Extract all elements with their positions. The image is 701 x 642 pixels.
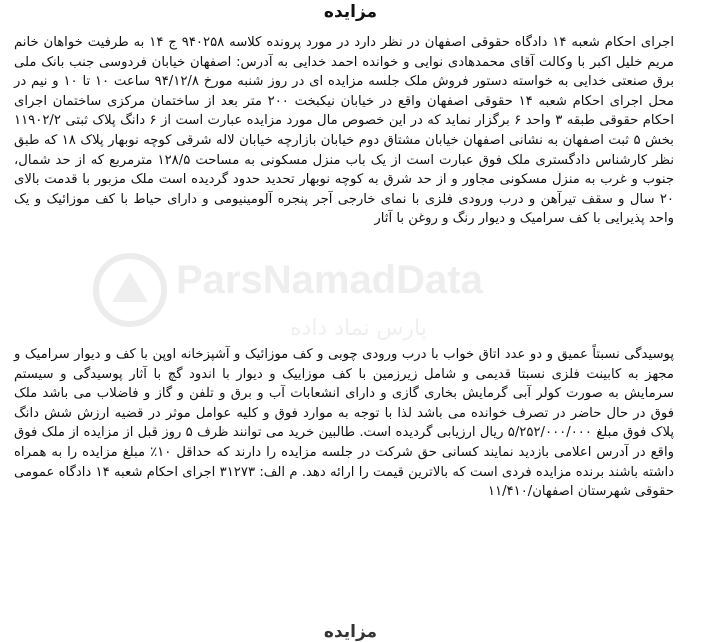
watermark-logo-icon (90, 250, 170, 330)
notice-title: مزایده (323, 2, 378, 22)
watermark-subtext: پارس نماد داده (290, 316, 427, 341)
notice-paragraph-2: پوسیدگی نسبتاً عمیق و دو عدد اتاق خواب با درب ورودی چوبی و کف موزائیک و آشپزخانه اوپن با کف و دیوار سرامیک و مجهز به کابینت فلزی نسبتا قدیمی و شامل زیرزمین با کف موزاییک و دیوار با اندود گچ با آثار پوسیدگی و سیستم سرمایش به صورت کولر آبی گرمایش بخاری گازی و دارای انشعابات آب و برق و تلفن و گاز و فاضلاب می باشد ملک فوق در حال حاضر در تصرف خوانده می باشد لذا با توجه به موارد فوق و کلیه عوامل موثر در قضیه ارزش شش دانگ پلاک فوق مبلغ ۵/۲۵۲/۰۰۰/۰۰۰ ریال ارزیابی گردیده است. طالبین خرید می توانند ظرف ۵ روز قبل از مزایده از ملک فوق واقع در آدرس اعلامی بازدید نمایند کسانی حق شرکت در جلسه مزایده را دارند که حداقل ۱۰٪ مبلغ مزایده را به همراه داشته باشند برنده مزایده فردی است که بالاترین قیمت را ارائه دهد. م الف: ۳۱۲۷۳ اجرای احکام شعبه ۱۴ دادگاه عمومی حقوقی شهرستان اصفهان/۱۱/۴۱۰ (14, 347, 674, 500)
next-notice-title: مزایده (323, 622, 378, 642)
watermark-text: ParsNamadData (176, 258, 483, 302)
notice-paragraph-1: اجرای احکام شعبه ۱۴ دادگاه حقوقی اصفهان در نظر دارد در مورد پرونده کلاسه ۹۴۰۲۵۸ ج ۱۴ به طرفیت خواهان خانم مریم خلیل اکبر با وکالت آقای محمدهادی نوایی و خوانده احمد خدایی به آدرس: اصفهان خیابان فردوسی جنب بانک ملی برق صنعتی خدایی به خواسته دستور فروش ملک جلسه مزایده ای در روز شنبه مورخ ۹۴/۱۲/۸ ساعت ۱۰ تا ۱۰ و نیم در محل اجرای احکام شعبه ۱۴ حقوقی اصفهان واقع در خیابان نیکبخت ۲۰۰ متر بعد از ساختمان مرکزی ساختمان اجرای احکام حقوقی طبقه ۳ واحد ۶ برگزار نماید که در این خصوص مال مورد مزایده عبارت است از ۶ دانگ پلاک ثبتی ۱۱۹۰۲/۲ بخش ۵ ثبت اصفهان به نشانی اصفهان خیابان مشتاق دوم خیابان بازارچه خیابان لاله شرقی کوچه نوبهار پلاک ۱۸ که طبق نظر کارشناس دادگستری ملک فوق عبارت است از یک باب منزل مسکونی به مساحت ۱۲۸/۵ مترمربع که از حد شمال، جنوب و غرب به منزل مسکونی مجاور و از حد شرق به کوچه نوبهار تحدید حدود گردیده است ملک مزبور با قدمت بالای ۲۰ سال و سقف تیرآهن و درب ورودی فلزی با نمای خارجی آجر پنجره آلومینیومی و دارای حیاط با کف موزائیک و یک واحد پذیرایی با کف سرامیک و دیوار رنگ و روغن با آثار (14, 35, 675, 227)
